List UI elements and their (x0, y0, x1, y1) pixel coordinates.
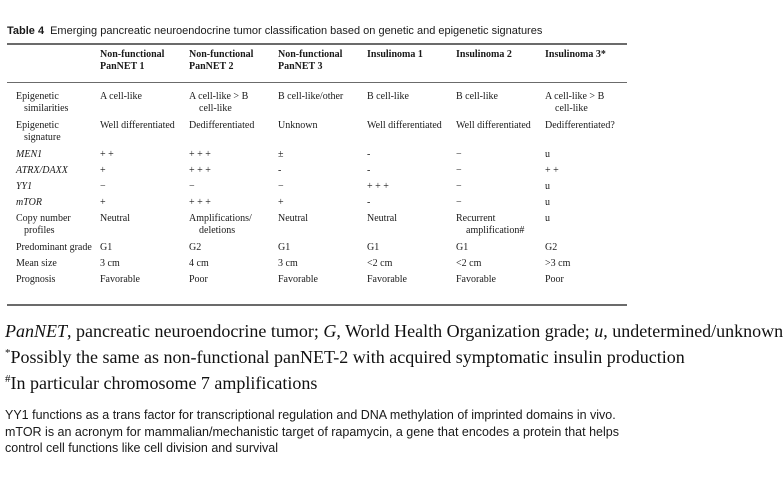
table-cell: + (278, 197, 284, 208)
table-cell: Favorable (367, 274, 407, 285)
table-cell: B cell-like (367, 91, 409, 102)
row-label: Epigenetic similarities (16, 91, 69, 114)
table-cell: - (367, 197, 371, 208)
table-cell: + (100, 165, 106, 176)
table-title: Emerging pancreatic neuroendocrine tumor classification based on genetic and epigenetic signatures (50, 25, 543, 37)
table-cell: − (456, 149, 462, 160)
row-label: mTOR (16, 197, 42, 208)
footnote-abbreviations: PanNET, pancreatic neuroendocrine tumor; G, World Health Organization grade; u, undetermined/unknown (5, 321, 783, 341)
row-label: ATRX/DAXX (16, 165, 68, 176)
table-cell: A cell-like > B cell-like (545, 91, 605, 114)
table-row (7, 197, 627, 213)
table-cell: G1 (456, 242, 469, 253)
note-yy1: YY1 functions as a trans factor for transcriptional regulation and DNA methylation of imprinted domains in vivo. (5, 408, 616, 422)
table-cell: 3 cm (278, 258, 298, 269)
table-cell: <2 cm (367, 258, 393, 269)
table-cell: Amplifications/ deletions (189, 213, 252, 236)
row-label: MEN1 (16, 149, 43, 160)
note-mtor: mTOR is an acronym for mammalian/mechanistic target of rapamycin, a gene that encodes a protein that helps control cell functions like cell division and survival (5, 424, 619, 455)
table-cell: + + + (189, 197, 211, 208)
header-row (7, 47, 627, 82)
table-cell: >3 cm (545, 258, 571, 269)
column-header: Non-functional PanNET 3 (278, 49, 343, 72)
row-label: Mean size (16, 258, 57, 269)
table-cell: G1 (100, 242, 113, 253)
table-row (7, 274, 627, 290)
table-cell: <2 cm (456, 258, 482, 269)
table-cell: − (189, 181, 195, 192)
table-cell: B cell-like/other (278, 91, 344, 102)
table-cell: + (100, 197, 106, 208)
table-cell: Well differentiated (456, 120, 531, 131)
table-cell: - (278, 165, 282, 176)
table-cell: Favorable (100, 274, 140, 285)
table-cell: G1 (367, 242, 380, 253)
table-cell: 4 cm (189, 258, 209, 269)
table-row (7, 181, 627, 197)
table-cell: A cell-like (100, 91, 142, 102)
table-label: Table 4 (7, 25, 45, 37)
row-label: Prognosis (16, 274, 56, 285)
column-header: Insulinoma 2 (456, 49, 512, 60)
table-cell: - (367, 149, 371, 160)
row-label: Predominant grade (16, 242, 92, 253)
table-cell: Dedifferentiated? (545, 120, 615, 131)
row-label: Epigenetic signature (16, 120, 61, 143)
table-cell: Recurrent amplification# (456, 213, 525, 236)
footnote-asterisk: *Possibly the same as non-functional panNET-2 with acquired symptomatic insulin production (5, 347, 685, 367)
table-row (7, 120, 627, 149)
table-cell: B cell-like (456, 91, 498, 102)
table-bottom-rule (7, 304, 627, 306)
table-row (7, 165, 627, 181)
table-cell: u (545, 181, 550, 192)
footnote-hash: #In particular chromosome 7 amplifications (5, 373, 318, 393)
table-cell: 3 cm (100, 258, 120, 269)
table-cell: u (545, 213, 550, 224)
table-row (7, 82, 627, 120)
classification-table (7, 47, 627, 290)
row-label: Copy number profiles (16, 213, 71, 236)
table-cell: − (456, 197, 462, 208)
table-cell: − (456, 165, 462, 176)
table-cell: Neutral (367, 213, 397, 224)
table-cell: u (545, 197, 550, 208)
table-cell: − (278, 181, 284, 192)
table-footnotes (5, 320, 783, 394)
table-cell: Poor (545, 274, 564, 285)
table-cell: ± (278, 149, 284, 160)
table-cell: G2 (189, 242, 202, 253)
explanatory-notes (5, 407, 633, 457)
row-label: YY1 (16, 181, 33, 192)
table-cell: + + + (189, 165, 211, 176)
table-cell: Neutral (100, 213, 130, 224)
table-row (7, 149, 627, 165)
table-cell: + + + (367, 181, 389, 192)
column-header: Insulinoma 3* (545, 49, 606, 60)
table-cell: Dedifferentiated (189, 120, 255, 131)
table-row (7, 213, 627, 242)
table-caption (7, 25, 542, 37)
column-header: Insulinoma 1 (367, 49, 423, 60)
table-cell: Unknown (278, 120, 318, 131)
table-cell: u (545, 149, 550, 160)
table-row (7, 242, 627, 258)
table-cell: A cell-like > B cell-like (189, 91, 249, 114)
table-cell: G1 (278, 242, 291, 253)
table-cell: + + (545, 165, 559, 176)
table-cell: - (367, 165, 371, 176)
table-cell: Well differentiated (100, 120, 175, 131)
table-cell: Neutral (278, 213, 308, 224)
table-cell: Favorable (456, 274, 496, 285)
table-cell: + + + (189, 149, 211, 160)
table-cell: + + (100, 149, 114, 160)
table-cell: Poor (189, 274, 208, 285)
table-row (7, 258, 627, 274)
table-top-rule (7, 43, 627, 45)
table-cell: − (100, 181, 106, 192)
table-cell: Favorable (278, 274, 318, 285)
table-cell: Well differentiated (367, 120, 442, 131)
column-header: Non-functional PanNET 2 (189, 49, 254, 72)
column-header (7, 47, 99, 82)
table-cell: G2 (545, 242, 558, 253)
table-cell: − (456, 181, 462, 192)
column-header: Non-functional PanNET 1 (100, 49, 165, 72)
